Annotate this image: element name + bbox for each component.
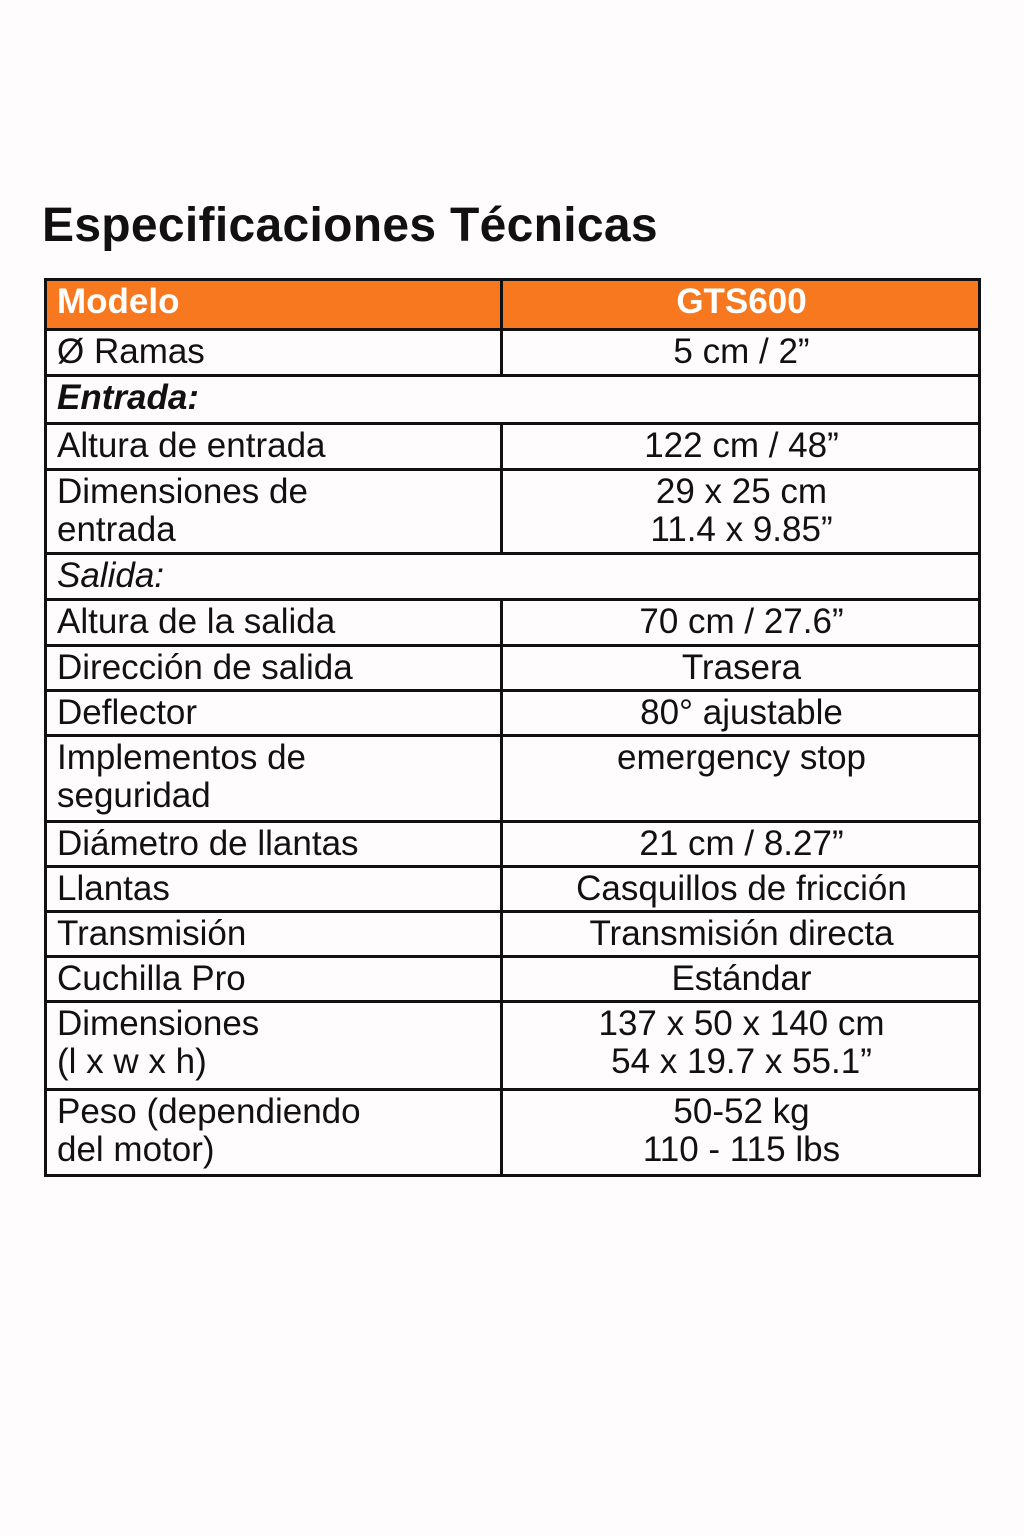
spec-value: 21 cm / 8.27” (502, 822, 980, 867)
spec-value-line: 110 - 115 lbs (642, 1130, 841, 1169)
spec-value-line: 50-52 kg (673, 1092, 810, 1131)
spec-label (46, 470, 502, 554)
spec-label-line: Dimensiones (57, 1004, 260, 1043)
spec-label-line: (l x w x h) (57, 1042, 207, 1081)
spec-value: emergency stop (502, 736, 980, 822)
model-label: Modelo (46, 280, 502, 330)
section-row (46, 554, 980, 600)
spec-label-line: entrada (57, 510, 176, 549)
spec-label: Dirección de salida (46, 646, 502, 691)
spec-label-line: seguridad (57, 776, 211, 815)
table-row (46, 1002, 980, 1090)
table-row (46, 957, 980, 1002)
table-row (46, 912, 980, 957)
spec-label-line: del motor) (57, 1130, 215, 1169)
spec-label (46, 1090, 502, 1176)
spec-value (502, 1002, 980, 1090)
spec-value-line: 137 x 50 x 140 cm (598, 1004, 885, 1043)
spec-value: 122 cm / 48” (502, 424, 980, 470)
model-value: GTS600 (502, 280, 980, 330)
spec-value: 70 cm / 27.6” (502, 600, 980, 646)
spec-label-line: Implementos de (57, 738, 307, 777)
table-row (46, 330, 980, 376)
section-title-entrada: Entrada: (46, 376, 980, 424)
spec-label: Deflector (46, 691, 502, 736)
spec-value-line: 11.4 x 9.85” (650, 510, 833, 549)
spec-label (46, 1002, 502, 1090)
spec-value-line: 54 x 19.7 x 55.1” (611, 1042, 872, 1081)
spec-label (46, 736, 502, 822)
table-header-row (46, 280, 980, 330)
table-row (46, 736, 980, 822)
table-row (46, 1090, 980, 1176)
table-row (46, 822, 980, 867)
spec-label: Ø Ramas (46, 330, 502, 376)
spec-value (502, 470, 980, 554)
specifications-table (44, 278, 981, 1177)
spec-value: Trasera (502, 646, 980, 691)
spec-value: Transmisión directa (502, 912, 980, 957)
spec-label: Transmisión (46, 912, 502, 957)
table-row (46, 867, 980, 912)
spec-value: Estándar (502, 957, 980, 1002)
table-row (46, 470, 980, 554)
spec-value: 80° ajustable (502, 691, 980, 736)
spec-value: Casquillos de fricción (502, 867, 980, 912)
spec-value: 5 cm / 2” (502, 330, 980, 376)
spec-value-line: 29 x 25 cm (655, 472, 828, 511)
spec-label: Altura de la salida (46, 600, 502, 646)
table-row (46, 424, 980, 470)
spec-label-line: Dimensiones de (57, 472, 308, 511)
table-row (46, 600, 980, 646)
spec-label-line: Peso (dependiendo (57, 1092, 361, 1131)
spec-label: Llantas (46, 867, 502, 912)
table-row (46, 691, 980, 736)
section-row (46, 376, 980, 424)
page-title: Especificaciones Técnicas (42, 199, 658, 252)
spec-label: Cuchilla Pro (46, 957, 502, 1002)
table-row (46, 646, 980, 691)
section-title-salida: Salida: (46, 554, 980, 600)
spec-value (502, 1090, 980, 1176)
spec-label: Altura de entrada (46, 424, 502, 470)
spec-label: Diámetro de llantas (46, 822, 502, 867)
